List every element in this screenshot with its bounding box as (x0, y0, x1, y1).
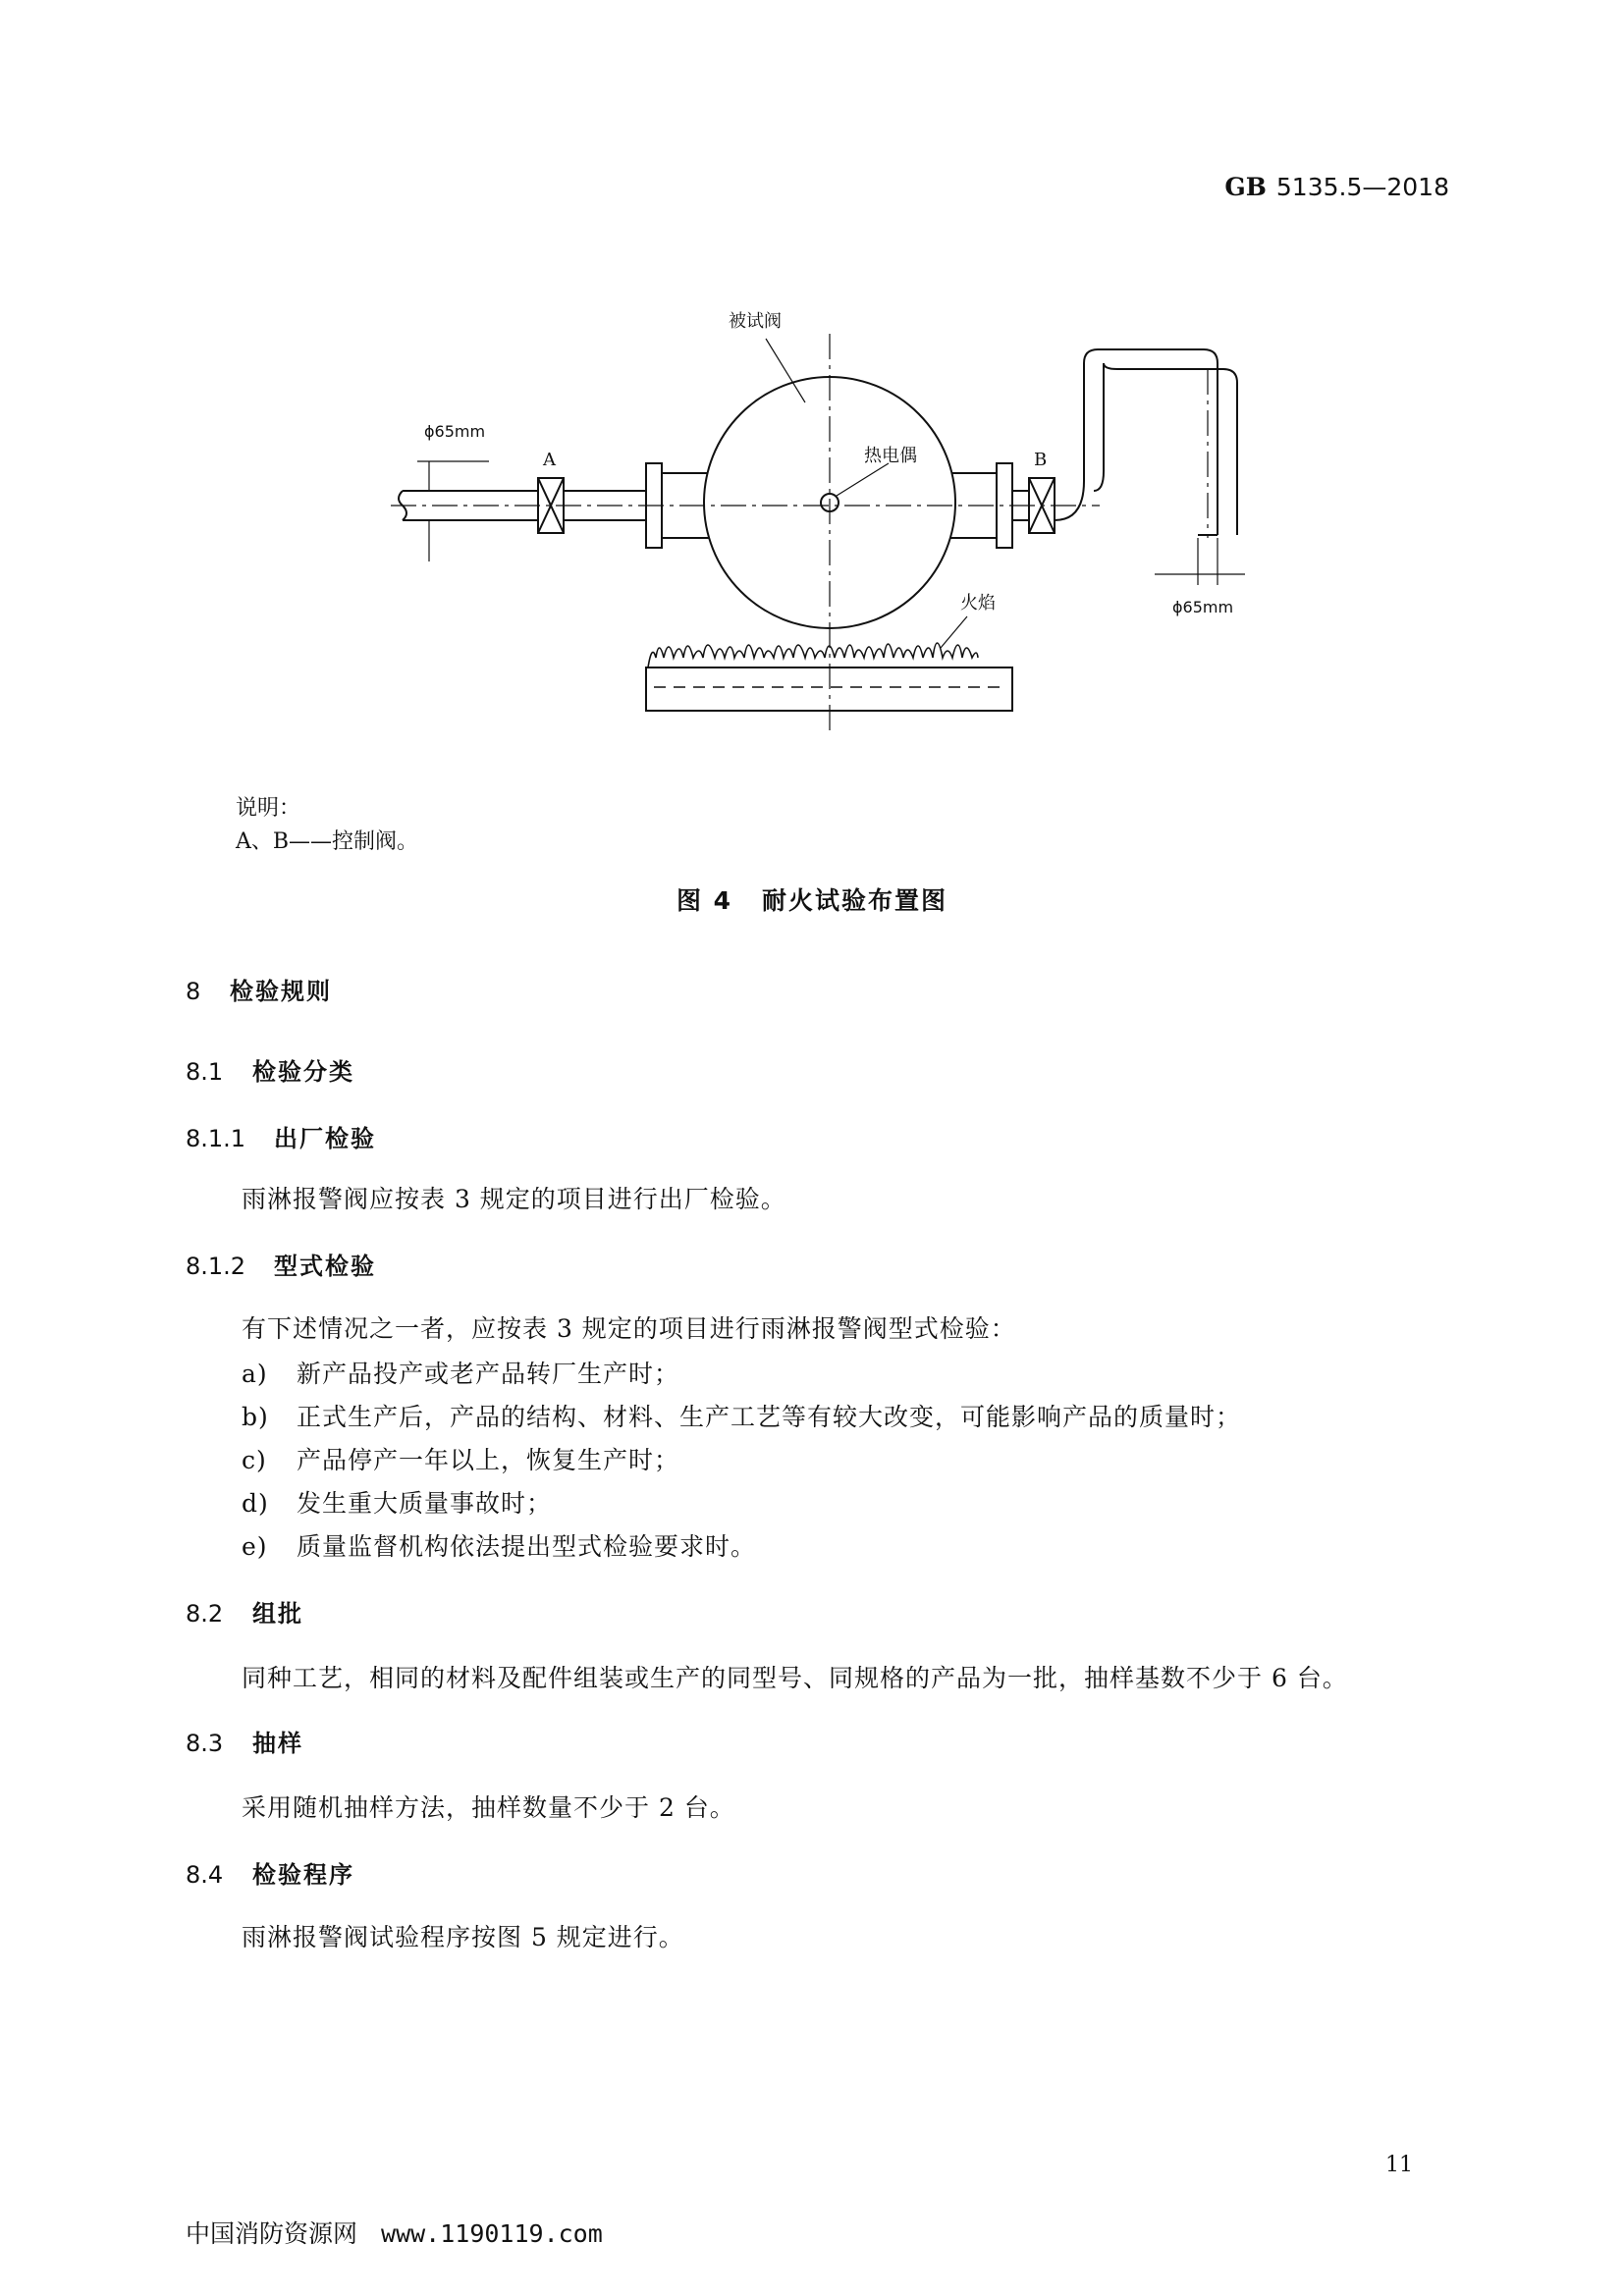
list-text: 质量监督机构依法提出型式检验要求时。 (297, 1532, 757, 1561)
paragraph-8-2: 同种工艺，相同的材料及配件组装或生产的同型号、同规格的产品为一批，抽样基数不少于 6 台。 (242, 1664, 1348, 1692)
list-marker: c) (242, 1446, 267, 1474)
list-text: 新产品投产或老产品转厂生产时； (297, 1360, 680, 1388)
label-flame: 火焰 (960, 593, 996, 614)
list-marker: e) (242, 1532, 268, 1561)
section-title: 检验规则 (230, 978, 332, 1005)
section-title: 组批 (252, 1600, 303, 1628)
paragraph-8-1-1: 雨淋报警阀应按表 3 规定的项目进行出厂检验。 (242, 1185, 786, 1213)
section-number: 8 (186, 978, 201, 1005)
list-item (242, 1484, 552, 1520)
section-number: 8.2 (186, 1600, 224, 1628)
list-text: 正式生产后，产品的结构、材料、生产工艺等有较大改变，可能影响产品的质量时； (297, 1403, 1242, 1431)
section-title: 型式检验 (274, 1253, 376, 1280)
paragraph-8-1-2: 有下述情况之一者，应按表 3 规定的项目进行雨淋报警阀型式检验： (242, 1314, 1016, 1343)
fire-test-layout-diagram (373, 285, 1257, 756)
section-8-3-heading (186, 1724, 303, 1758)
label-thermocouple: 热电偶 (864, 446, 917, 466)
section-title: 出厂检验 (274, 1125, 376, 1152)
section-8-1-2-heading (186, 1247, 376, 1281)
list-marker: d) (242, 1489, 269, 1518)
list-item (242, 1441, 679, 1476)
standard-prefix: GB (1224, 173, 1267, 201)
standard-code (1224, 173, 1449, 201)
section-8-heading (186, 972, 332, 1006)
section-number: 8.4 (186, 1861, 224, 1889)
label-valve-under-test: 被试阀 (729, 311, 782, 332)
section-8-2-heading (186, 1594, 303, 1629)
list-item (242, 1398, 1241, 1433)
leader-flame (941, 616, 967, 648)
dim-left-label: ϕ65mm (424, 422, 486, 441)
figure-note-item: A、B——控制阀。 (236, 829, 419, 854)
section-number: 8.1.1 (186, 1125, 246, 1152)
section-number: 8.1.2 (186, 1253, 246, 1280)
figure-caption-number: 图 4 (676, 886, 733, 915)
page-number: 11 (1385, 2153, 1413, 2177)
figure-caption (0, 881, 1624, 917)
flame-shape (648, 643, 978, 667)
list-item (242, 1527, 756, 1563)
label-valve-a: A (543, 450, 556, 470)
section-8-4-heading (186, 1855, 354, 1890)
section-8-1-heading (186, 1052, 354, 1087)
figure-note-title: 说明： (236, 796, 301, 821)
outlet-bend-inner (1094, 363, 1237, 535)
outlet-bend-outer (1055, 349, 1218, 535)
dim-right-label: ϕ65mm (1172, 598, 1234, 616)
section-8-1-1-heading (186, 1119, 376, 1153)
paragraph-8-4: 雨淋报警阀试验程序按图 5 规定进行。 (242, 1923, 684, 1951)
label-valve-b: B (1034, 450, 1048, 470)
section-title: 抽样 (252, 1730, 303, 1757)
list-marker: b) (242, 1403, 269, 1431)
list-marker: a) (242, 1360, 268, 1388)
figure-caption-title: 耐火试验布置图 (762, 886, 948, 915)
section-title: 检验程序 (252, 1861, 354, 1889)
footer (186, 2215, 603, 2250)
paragraph-8-3: 采用随机抽样方法，抽样数量不少于 2 台。 (242, 1793, 735, 1822)
section-title: 检验分类 (252, 1058, 354, 1086)
section-number: 8.1 (186, 1058, 224, 1086)
standard-number: 5135.5—2018 (1275, 173, 1449, 201)
section-number: 8.3 (186, 1730, 224, 1757)
list-text: 发生重大质量事故时； (297, 1489, 553, 1518)
footer-site-name: 中国消防资源网 (186, 2219, 358, 2248)
list-text: 产品停产一年以上，恢复生产时； (297, 1446, 680, 1474)
footer-site-url[interactable]: www.1190119.com (381, 2219, 603, 2248)
list-item (242, 1355, 679, 1390)
